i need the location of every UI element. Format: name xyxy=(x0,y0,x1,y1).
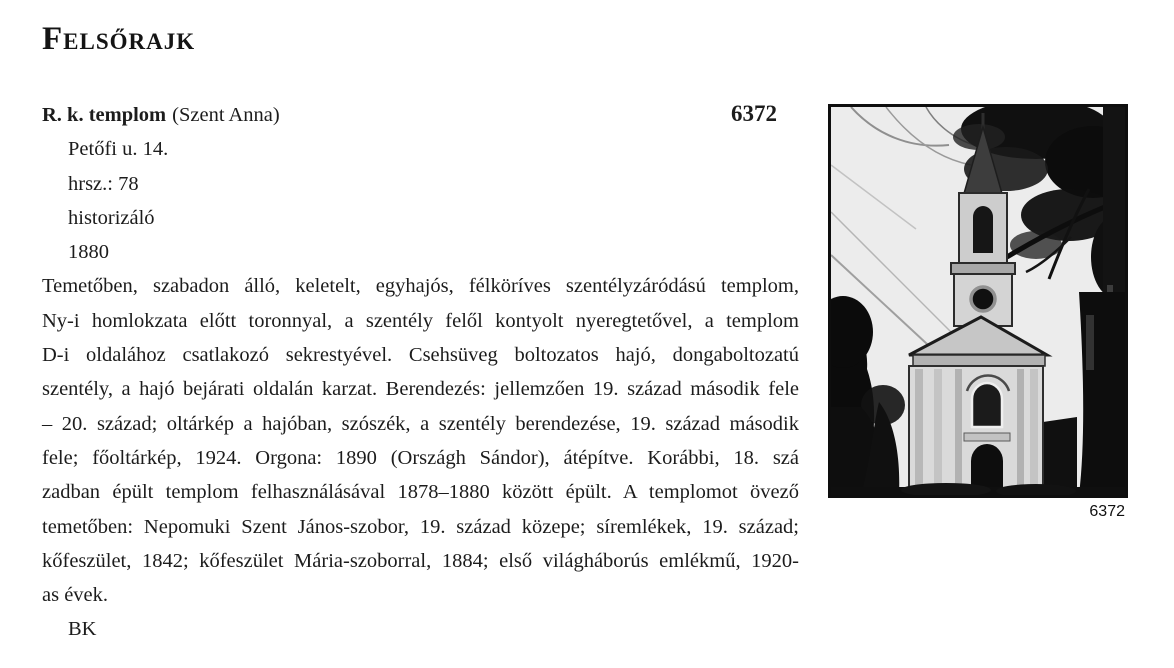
church-photo-illustration xyxy=(831,107,1125,495)
entry-author-initials: BK xyxy=(68,618,97,641)
entry-title xyxy=(42,98,280,132)
entry-year: 1880 xyxy=(68,241,109,264)
entry-address: Petőfi u. 14. xyxy=(68,138,169,161)
entry-style: historizáló xyxy=(68,206,155,229)
entry-description xyxy=(42,269,799,612)
page-title: Felsőrajk xyxy=(42,21,196,57)
description-line: Ny-i homlokzata előtt toronnyal, a szentély felől kontyolt nyeregtetővel, a templom xyxy=(42,309,799,332)
entry-header xyxy=(42,97,799,132)
photo-caption: 6372 xyxy=(1089,503,1125,520)
photo-block xyxy=(828,104,1128,521)
entry-title-name: R. k. templom xyxy=(42,104,167,126)
description-line: kőfeszület, 1842; kőfeszület Mária-szoborral, 1884; első világháborús emlékmű, 1920- xyxy=(42,549,799,572)
description-line: Temetőben, szabadon álló, keletelt, egyhajós, félköríves szentélyzáródású templom, xyxy=(42,275,799,298)
description-line: szentély, a hajó bejárati oldalán karzat. Berendezés: jellemzően 19. század második fele xyxy=(42,378,799,401)
entry-parcel-number: hrsz.: 78 xyxy=(68,172,139,195)
description-line: – 20. század; oltárkép a hajóban, szószék, a szentély berendezése, 19. század második xyxy=(42,412,799,435)
church-photo xyxy=(828,104,1128,498)
entry-dedication: (Szent Anna) xyxy=(172,104,280,126)
entry-number: 6372 xyxy=(731,101,777,126)
entry xyxy=(42,97,799,647)
description-line: zadban épült templom felhasználásával 1878–1880 között épült. A templomot övező xyxy=(42,481,799,504)
description-line: D-i oldalához csatlakozó sekrestyével. Csehsüveg boltozatos hajó, dongaboltozatú xyxy=(42,344,799,367)
description-line: temetőben: Nepomuki Szent János-szobor, 19. század közepe; síremlékek, 19. század; xyxy=(42,515,799,538)
description-line: fele; főoltárkép, 1924. Orgona: 1890 (Országh Sándor), átépítve. Korábbi, 18. szá xyxy=(42,446,799,469)
description-line: as évek. xyxy=(42,584,109,607)
